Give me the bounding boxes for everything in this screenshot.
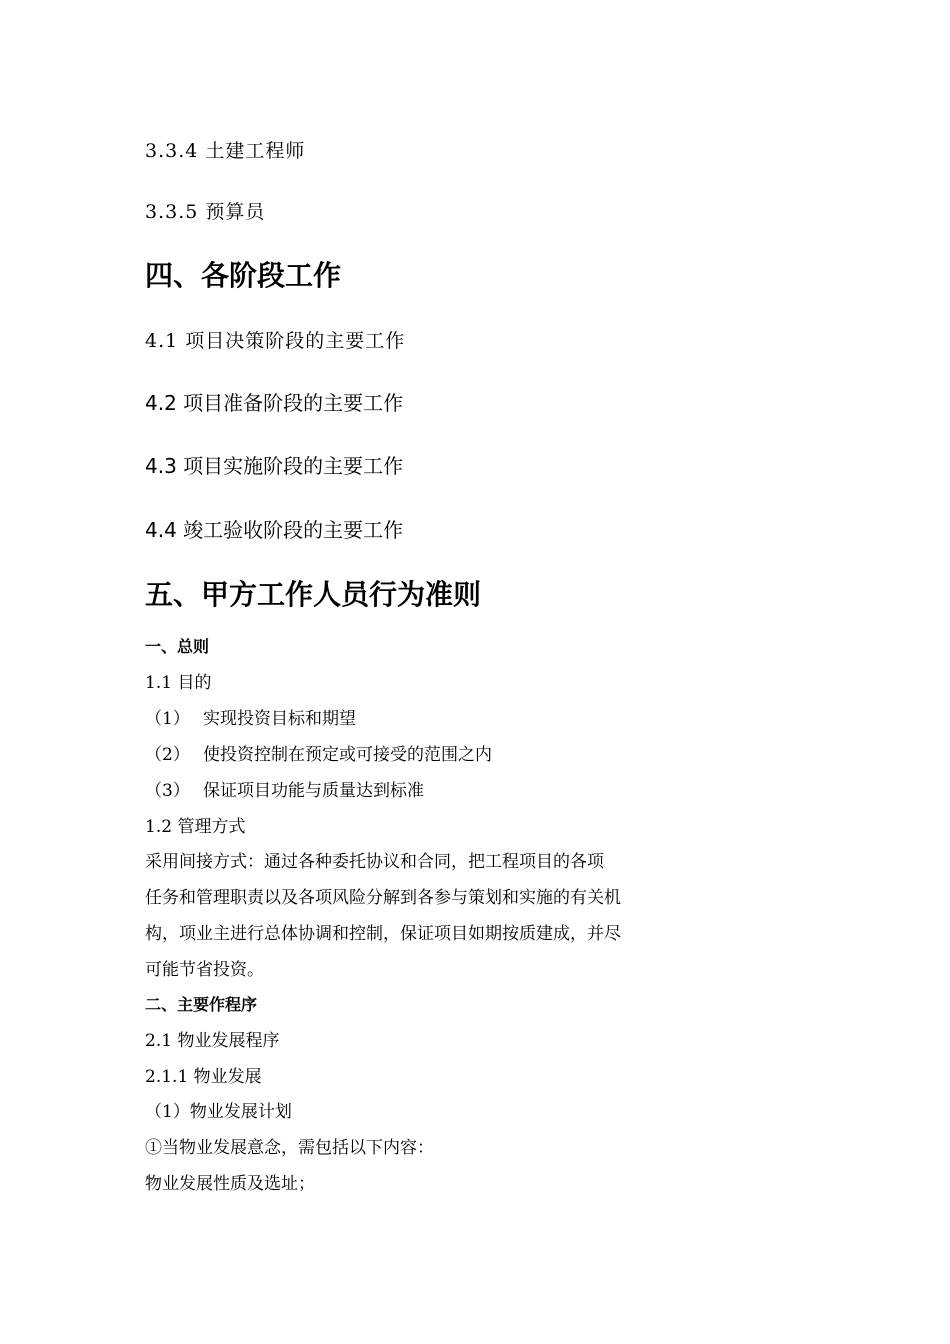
heading-2-1-1: 2.1.1 物业发展	[145, 1067, 262, 1087]
paragraph-line: 物业发展性质及选址；	[145, 1174, 315, 1194]
list-item	[145, 747, 492, 764]
list-item-text: 保证项目功能与质量达到标准	[203, 781, 424, 801]
sub-item-plan: （1）物业发展计划	[145, 1102, 292, 1122]
paragraph-line: 任务和管理职责以及各项风险分解到各参与策划和实施的有关机	[145, 888, 621, 908]
heading-4-4: 4.4 竣工验收阶段的主要工作	[145, 518, 404, 542]
heading-1-1: 1.1 目的	[145, 673, 212, 693]
list-item-number: （3）	[145, 781, 190, 801]
heading-3-3-4: 3.3.4 土建工程师	[145, 140, 306, 162]
list-item-number: （2）	[145, 745, 190, 765]
section-heading-5: 五、甲方工作人员行为准则	[145, 578, 482, 611]
heading-1-2: 1.2 管理方式	[145, 817, 246, 837]
list-item-text: 使投资控制在预定或可接受的范围之内	[203, 745, 492, 765]
section-heading-4: 四、各阶段工作	[145, 259, 342, 292]
heading-4-3: 4.3 项目实施阶段的主要工作	[145, 454, 404, 478]
list-item	[145, 711, 356, 728]
heading-3-3-5: 3.3.5 预算员	[145, 201, 266, 223]
paragraph-line: 采用间接方式：通过各种委托协议和合同，把工程项目的各项	[145, 852, 604, 872]
circled-item-1: ①当物业发展意念，需包括以下内容：	[145, 1138, 434, 1158]
subheading-main-procedure: 二、主要作程序	[145, 995, 258, 1014]
paragraph-line: 可能节省投资。	[145, 960, 264, 980]
subheading-general: 一、总则	[145, 637, 210, 656]
heading-4-2: 4.2 项目准备阶段的主要工作	[145, 391, 404, 415]
paragraph-line: 构，项业主进行总体协调和控制，保证项目如期按质建成，并尽	[145, 924, 621, 944]
heading-2-1: 2.1 物业发展程序	[145, 1031, 280, 1051]
list-item-text: 实现投资目标和期望	[203, 709, 356, 729]
list-item	[145, 783, 424, 800]
list-item-number: （1）	[145, 709, 190, 729]
heading-4-1: 4.1 项目决策阶段的主要工作	[145, 330, 406, 352]
